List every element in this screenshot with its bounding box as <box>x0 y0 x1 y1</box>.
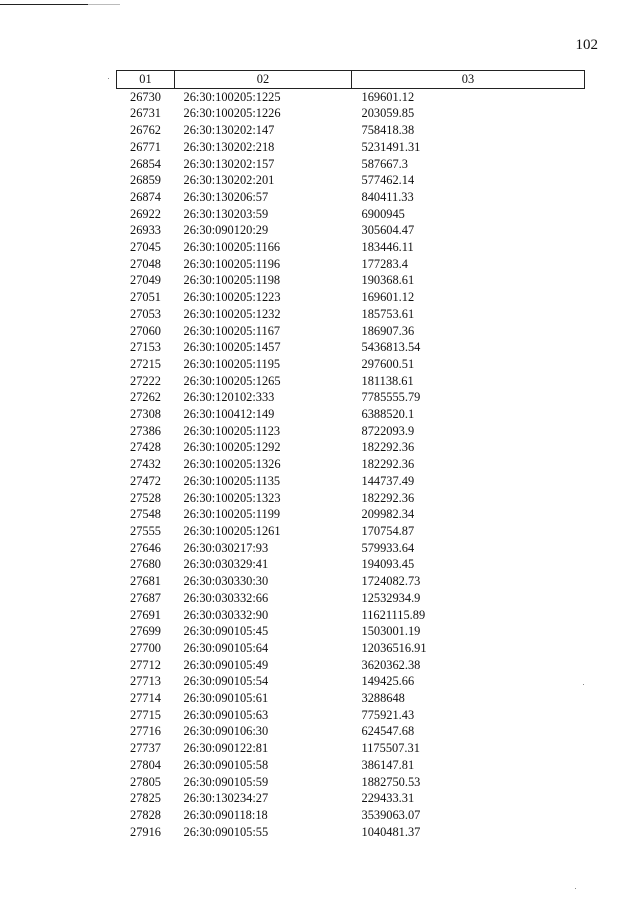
cell-code: 27715 <box>130 707 161 722</box>
cell-value: 169601.12 <box>361 290 415 305</box>
table-row <box>117 206 585 223</box>
cell-code: 27646 <box>130 540 161 555</box>
cell-value: 203059.85 <box>361 106 415 121</box>
table-row <box>117 757 585 774</box>
scan-speck <box>575 888 576 889</box>
table-row <box>117 156 585 173</box>
cell-cadastral-number: 26:30:090105:61 <box>183 691 269 706</box>
cell-cadastral-number: 26:30:100205:1326 <box>183 457 281 472</box>
cell-value: 386147.81 <box>361 757 415 772</box>
table-row <box>117 473 585 490</box>
cell-cadastral-number: 26:30:030329:41 <box>183 557 269 572</box>
table-row <box>117 540 585 557</box>
column-header-02: 02 <box>175 71 352 89</box>
cell-code: 26771 <box>130 139 161 154</box>
table-row <box>117 707 585 724</box>
cell-code: 27681 <box>130 574 161 589</box>
table-row <box>117 423 585 440</box>
cell-value: 775921.43 <box>361 707 415 722</box>
cell-code: 27528 <box>130 490 161 505</box>
cell-cadastral-number: 26:30:130202:201 <box>183 173 275 188</box>
cell-code: 27308 <box>130 407 161 422</box>
table-row <box>117 373 585 390</box>
cell-code: 27737 <box>130 741 161 756</box>
table-row <box>117 323 585 340</box>
cell-cadastral-number: 26:30:100205:1135 <box>183 473 281 488</box>
cell-cadastral-number: 26:30:100205:1198 <box>183 273 281 288</box>
cell-cadastral-number: 26:30:100205:1232 <box>183 306 281 321</box>
table-row <box>117 406 585 423</box>
cell-code: 26933 <box>130 223 161 238</box>
table-row <box>117 790 585 807</box>
table-row <box>117 506 585 523</box>
table-row <box>117 122 585 139</box>
table-row <box>117 690 585 707</box>
cell-code: 26859 <box>130 173 161 188</box>
cell-cadastral-number: 26:30:030332:90 <box>183 607 269 622</box>
cell-cadastral-number: 26:30:100205:1323 <box>183 490 281 505</box>
cell-cadastral-number: 26:30:100205:1225 <box>183 89 281 104</box>
page-number: 102 <box>575 37 598 53</box>
cell-value: 183446.11 <box>361 240 414 255</box>
cell-value: 177283.4 <box>361 256 408 271</box>
cell-cadastral-number: 26:30:090105:64 <box>183 640 269 655</box>
cell-value: 182292.36 <box>361 440 415 455</box>
cell-value: 3620362.38 <box>361 657 421 672</box>
column-header-03: 03 <box>352 71 585 89</box>
cell-cadastral-number: 26:30:100205:1457 <box>183 340 281 355</box>
table-header-row <box>117 71 585 89</box>
cell-value: 3288648 <box>361 691 405 706</box>
cell-value: 305604.47 <box>361 223 415 238</box>
scan-speck <box>108 78 109 79</box>
cell-cadastral-number: 26:30:090105:55 <box>183 824 269 839</box>
cell-code: 27051 <box>130 290 161 305</box>
table-row <box>117 807 585 824</box>
cell-value: 579933.64 <box>361 540 415 555</box>
cell-value: 186907.36 <box>361 323 415 338</box>
table-body <box>117 88 585 840</box>
cell-cadastral-number: 26:30:030332:66 <box>183 590 269 605</box>
cell-code: 27548 <box>130 507 161 522</box>
cell-cadastral-number: 26:30:090105:45 <box>183 624 269 639</box>
cell-value: 6900945 <box>361 206 405 221</box>
cell-code: 27472 <box>130 473 161 488</box>
cell-cadastral-number: 26:30:090105:54 <box>183 674 269 689</box>
cell-cadastral-number: 26:30:090105:58 <box>183 757 269 772</box>
cell-code: 27804 <box>130 757 161 772</box>
cell-value: 12532934.9 <box>361 590 421 605</box>
cell-value: 194093.45 <box>361 557 415 572</box>
table-row <box>117 573 585 590</box>
cell-value: 1175507.31 <box>361 741 420 756</box>
cell-cadastral-number: 26:30:130206:57 <box>183 189 269 204</box>
cell-value: 229433.31 <box>361 791 415 806</box>
cell-value: 1882750.53 <box>361 774 421 789</box>
cell-cadastral-number: 26:30:030330:30 <box>183 574 269 589</box>
cell-cadastral-number: 26:30:130202:218 <box>183 139 275 154</box>
table-row <box>117 239 585 256</box>
table-row <box>117 439 585 456</box>
cell-code: 27053 <box>130 306 161 321</box>
cell-value: 587667.3 <box>361 156 408 171</box>
cell-code: 27262 <box>130 390 161 405</box>
cell-value: 7785555.79 <box>361 390 421 405</box>
table-row <box>117 339 585 356</box>
cell-value: 182292.36 <box>361 457 415 472</box>
table-row <box>117 640 585 657</box>
table-row <box>117 657 585 674</box>
table-row <box>117 189 585 206</box>
cell-code: 27386 <box>130 423 161 438</box>
cell-value: 8722093.9 <box>361 423 415 438</box>
cell-cadastral-number: 26:30:100205:1123 <box>183 423 281 438</box>
cell-value: 182292.36 <box>361 490 415 505</box>
cell-cadastral-number: 26:30:130202:147 <box>183 123 275 138</box>
cell-value: 5231491.31 <box>361 139 421 154</box>
cell-cadastral-number: 26:30:100412:149 <box>183 407 275 422</box>
cell-value: 840411.33 <box>361 189 414 204</box>
table-row <box>117 490 585 507</box>
cell-value: 181138.61 <box>361 373 414 388</box>
cell-code: 27555 <box>130 523 161 538</box>
cell-cadastral-number: 26:30:100205:1195 <box>183 356 281 371</box>
table-row <box>117 623 585 640</box>
table-row <box>117 222 585 239</box>
cell-code: 27805 <box>130 774 161 789</box>
cell-code: 27691 <box>130 607 161 622</box>
cell-cadastral-number: 26:30:030217:93 <box>183 540 269 555</box>
table-row <box>117 356 585 373</box>
cell-cadastral-number: 26:30:090120:29 <box>183 223 269 238</box>
table-row <box>117 88 585 105</box>
cell-code: 26762 <box>130 123 161 138</box>
cell-cadastral-number: 26:30:090105:49 <box>183 657 269 672</box>
cell-value: 3539063.07 <box>361 807 421 822</box>
table-row <box>117 774 585 791</box>
data-table <box>116 70 585 840</box>
cell-cadastral-number: 26:30:100205:1167 <box>183 323 281 338</box>
cell-cadastral-number: 26:30:090118:18 <box>183 807 268 822</box>
cell-cadastral-number: 26:30:090105:59 <box>183 774 269 789</box>
cell-value: 190368.61 <box>361 273 415 288</box>
cell-code: 27714 <box>130 691 161 706</box>
cell-cadastral-number: 26:30:130203:59 <box>183 206 269 221</box>
scan-edge-line <box>0 4 88 5</box>
cell-value: 11621115.89 <box>361 607 426 622</box>
cell-value: 169601.12 <box>361 89 415 104</box>
cell-code: 27432 <box>130 457 161 472</box>
scan-speck <box>583 684 584 685</box>
cell-code: 27700 <box>130 640 161 655</box>
table-row <box>117 289 585 306</box>
cell-code: 27153 <box>130 340 161 355</box>
cell-cadastral-number: 26:30:090105:63 <box>183 707 269 722</box>
table-row <box>117 272 585 289</box>
cell-value: 209982.34 <box>361 507 415 522</box>
cell-cadastral-number: 26:30:090106:30 <box>183 724 269 739</box>
cell-code: 27680 <box>130 557 161 572</box>
cell-cadastral-number: 26:30:130234:27 <box>183 791 269 806</box>
table-row <box>117 456 585 473</box>
cell-code: 27215 <box>130 356 161 371</box>
cell-value: 1040481.37 <box>361 824 421 839</box>
cell-code: 26854 <box>130 156 161 171</box>
cell-code: 27045 <box>130 240 161 255</box>
cell-code: 26730 <box>130 89 161 104</box>
table-row <box>117 590 585 607</box>
cell-value: 6388520.1 <box>361 407 415 422</box>
cell-value: 1724082.73 <box>361 574 421 589</box>
cell-cadastral-number: 26:30:100205:1199 <box>183 507 281 522</box>
cell-code: 27222 <box>130 373 161 388</box>
cell-code: 27712 <box>130 657 161 672</box>
cell-value: 1503001.19 <box>361 624 421 639</box>
cell-code: 27699 <box>130 624 161 639</box>
cell-cadastral-number: 26:30:100205:1226 <box>183 106 281 121</box>
cell-value: 577462.14 <box>361 173 415 188</box>
table-row <box>117 105 585 122</box>
table-row <box>117 673 585 690</box>
cell-value: 297600.51 <box>361 356 415 371</box>
cell-value: 5436813.54 <box>361 340 421 355</box>
table-row <box>117 389 585 406</box>
cell-cadastral-number: 26:30:120102:333 <box>183 390 275 405</box>
cell-cadastral-number: 26:30:090122:81 <box>183 741 269 756</box>
cell-code: 27060 <box>130 323 161 338</box>
cell-code: 27049 <box>130 273 161 288</box>
cell-value: 170754.87 <box>361 523 415 538</box>
table-row <box>117 556 585 573</box>
cell-value: 12036516.91 <box>361 640 427 655</box>
scan-edge-line-faint <box>88 4 120 5</box>
cell-cadastral-number: 26:30:100205:1292 <box>183 440 281 455</box>
cell-value: 185753.61 <box>361 306 415 321</box>
cell-value: 144737.49 <box>361 473 415 488</box>
cell-cadastral-number: 26:30:130202:157 <box>183 156 275 171</box>
cell-code: 27916 <box>130 824 161 839</box>
cell-code: 26731 <box>130 106 161 121</box>
cell-code: 26922 <box>130 206 161 221</box>
table-row <box>117 172 585 189</box>
cell-value: 149425.66 <box>361 674 415 689</box>
cell-cadastral-number: 26:30:100205:1223 <box>183 290 281 305</box>
column-header-01: 01 <box>117 71 175 89</box>
cell-code: 26874 <box>130 189 161 204</box>
cell-value: 624547.68 <box>361 724 415 739</box>
table-row <box>117 824 585 841</box>
cell-code: 27825 <box>130 791 161 806</box>
cell-cadastral-number: 26:30:100205:1196 <box>183 256 281 271</box>
table-row <box>117 256 585 273</box>
cell-cadastral-number: 26:30:100205:1265 <box>183 373 281 388</box>
cell-code: 27713 <box>130 674 161 689</box>
cell-code: 27428 <box>130 440 161 455</box>
table-row <box>117 723 585 740</box>
table-row <box>117 740 585 757</box>
cell-code: 27687 <box>130 590 161 605</box>
cell-cadastral-number: 26:30:100205:1261 <box>183 523 281 538</box>
cell-code: 27716 <box>130 724 161 739</box>
table-row <box>117 607 585 624</box>
cell-cadastral-number: 26:30:100205:1166 <box>183 240 281 255</box>
table-row <box>117 306 585 323</box>
cell-code: 27828 <box>130 807 161 822</box>
cell-code: 27048 <box>130 256 161 271</box>
table-row <box>117 523 585 540</box>
cell-value: 758418.38 <box>361 123 415 138</box>
table-row <box>117 139 585 156</box>
